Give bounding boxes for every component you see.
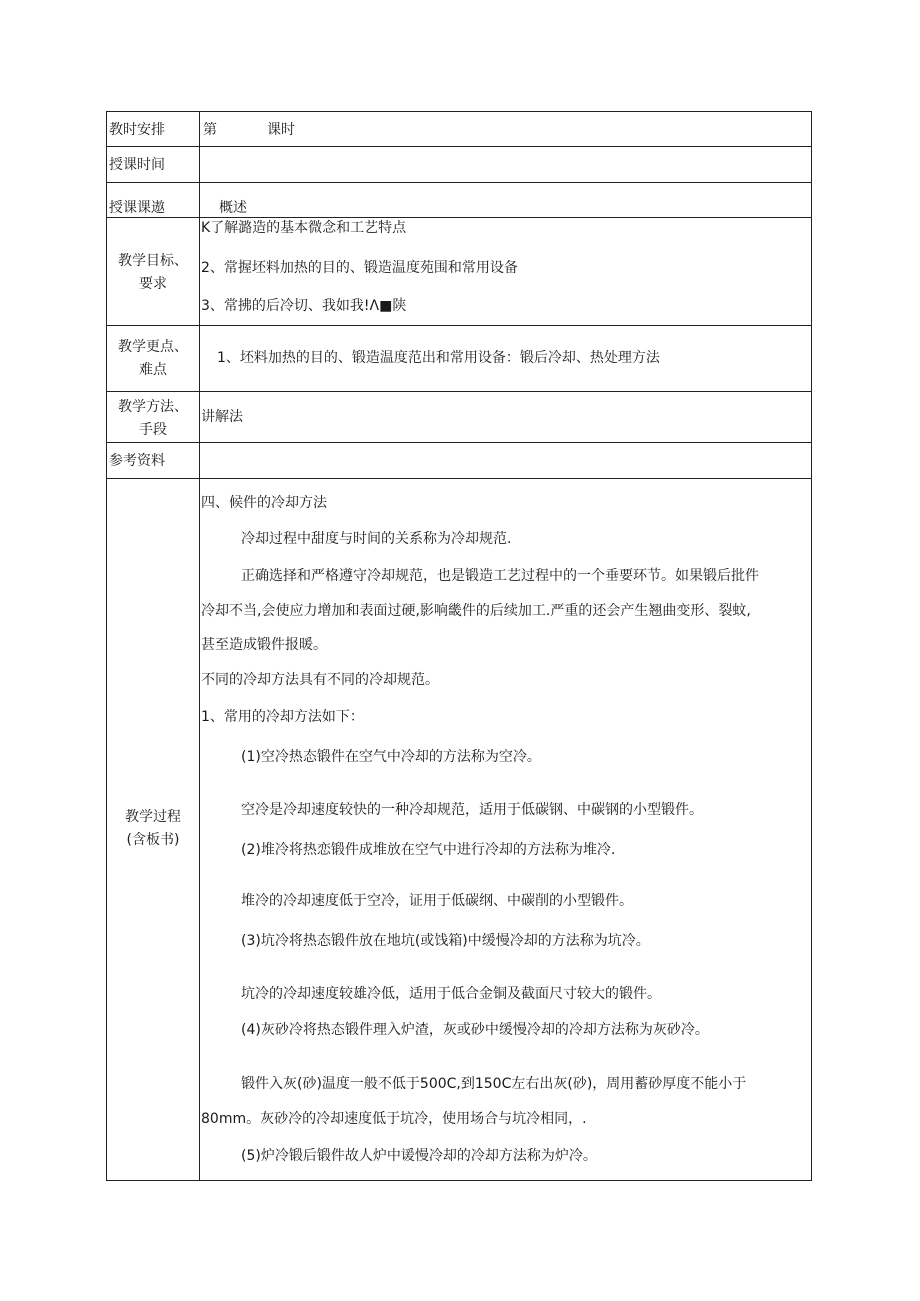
process-line: 空冷是冷却速度较快的一种冷却规范，适用于低碳钢、中碳钢的小型锻件。 (241, 802, 703, 818)
keypoints-value: 1、坯料加热的目的、锻造温度范出和常用设备：锻后冷却、热处理方法 (217, 350, 660, 366)
process-heading: 四、候件的冷却方法 (201, 495, 327, 511)
keypoints-label (107, 336, 199, 382)
refs-label: 参考资料 (109, 453, 165, 469)
goals-label (107, 250, 199, 296)
process-line: (2)堆冷将热恋锻件成堆放在空气中进行冷却的方法称为堆冷. (241, 842, 616, 858)
process-line: 甚至造成锻件报暖。 (201, 637, 327, 653)
row-divider (107, 182, 811, 183)
methods-label-line: 教学方法、 (118, 399, 188, 415)
methods-value: 讲解法 (201, 409, 243, 425)
goal-item: 2、常握坯料加热的目的、锻造温度苑围和常用设备 (201, 260, 518, 276)
process-label-line: (含板书) (126, 832, 180, 848)
lesson-plan-table (106, 111, 812, 1181)
process-label (107, 806, 199, 852)
methods-label-line: 手段 (139, 422, 167, 438)
process-line: 冷却过程中甜度与时间的关系称为冷却规范. (241, 531, 512, 547)
process-line: 80mm。灰砂冷的冷却速度低于坑冷，使用场合与坑冷相同，. (201, 1111, 587, 1127)
goal-item: K了解潞造的基本微念和工艺特点 (201, 220, 407, 236)
keypoints-label-line: 难点 (139, 362, 167, 378)
process-line: (4)灰砂冷将热态锻件理入炉渣，灰或砂中缓慢冷却的冷却方法称为灰砂冷。 (241, 1022, 709, 1038)
row-divider (107, 442, 811, 443)
keypoints-label-line: 教学更点、 (118, 339, 188, 355)
row-divider (107, 391, 811, 392)
schedule-prefix: 第 (203, 122, 217, 138)
row-divider (107, 478, 811, 479)
process-line: (1)空冷热态锻件在空气中冷却的方法称为空冷。 (241, 749, 541, 765)
methods-label (107, 396, 199, 442)
row-divider (107, 217, 811, 218)
process-line: 不同的冷却方法具有不同的冷却规范。 (201, 672, 439, 688)
process-line: 1、常用的冷却方法如下： (201, 709, 364, 725)
topic-label: 授课课遨 (109, 200, 165, 216)
process-label-line: 教学过程 (125, 809, 181, 825)
goal-item: 3、常拂的后冷切、我如我!Λ■陕 (201, 298, 407, 314)
goals-label-line: 要求 (139, 276, 167, 292)
process-line: (3)坑冷将热态锻件放在地坑(或饯箱)中缓慢冷却的方法称为坑冷。 (241, 933, 650, 949)
row-divider (107, 146, 811, 147)
row-divider (107, 325, 811, 326)
process-line: 正确选择和严格遵守冷却规范，也是锻造工艺过程中的一个垂要环节。如果锻后批件 (241, 568, 759, 584)
schedule-suffix: 课时 (267, 122, 295, 138)
column-divider (199, 112, 200, 1180)
topic-value: 概述 (219, 200, 247, 216)
process-line: 锻件入灰(砂)温度一般不低于500C,到150C左右出灰(砂)，周用蓄砂厚度不能小于 (241, 1076, 747, 1092)
schedule-label: 教时安排 (109, 122, 165, 138)
goals-label-line: 教学目标、 (118, 253, 188, 269)
process-line: 坑冷的冷却速度较雄冷低，适用于低合金铜及截面尺寸较大的锻件。 (241, 986, 661, 1002)
process-line: 堆冷的冷却速度低于空冷，证用于低碳纲、中碳削的小型锻件。 (241, 893, 633, 909)
time-label: 授课时间 (109, 157, 165, 173)
process-line: 冷却不当,会使应力增加和表面过硬,影响畿件的后续加工.严重的还会产生翘曲变形、裂蚊, (201, 603, 751, 619)
process-line: (5)炉冷锻后锻件故人炉中谖慢冷却的冷却方法称为炉冷。 (241, 1148, 597, 1164)
